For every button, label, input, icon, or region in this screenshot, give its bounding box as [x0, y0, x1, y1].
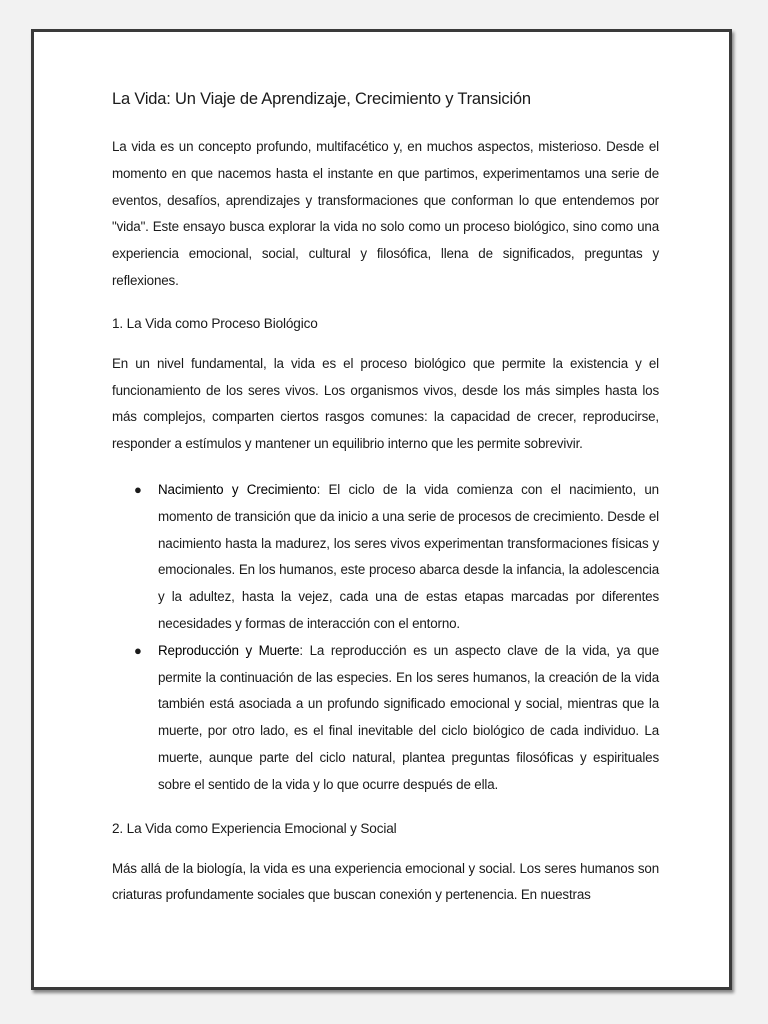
section-2-heading: 2. La Vida como Experiencia Emocional y Social: [112, 820, 397, 836]
section-1-paragraph: En un nivel fundamental, la vida es el proceso biológico que permite la existencia y el funcionamiento de los seres vivos. Los organismos vivos, desde los más simples hasta los más complejos, comparten ciertos rasgos comunes: la capacidad de crecer, reproducirse, responder a estímulos y mantener un equilibrio interno que les permite sobrevivir.: [112, 355, 659, 452]
section-1-heading: 1. La Vida como Proceso Biológico: [112, 315, 318, 331]
section-1-bullet-list: [112, 477, 659, 799]
section-2-paragraph: Más allá de la biología, la vida es una experiencia emocional y social. Los seres humanos son criaturas profundamente sociales que buscan conexión y pertenencia. En nuestras: [112, 860, 659, 903]
document-page: [31, 29, 732, 990]
list-item: [112, 477, 659, 638]
intro-paragraph: La vida es un concepto profundo, multifacético y, en muchos aspectos, misterioso. Desde el momento en que nacemos hasta el instante en que partimos, experimentamos una serie de eventos, desafíos, aprendizajes y transformaciones que conforman lo que entendemos por "vida". Este ensayo busca explorar la vida no solo como un proceso biológico, sino como una experiencia emocional, social, cultural y filosófica, llena de significados, preguntas y reflexiones.: [112, 139, 659, 288]
bullet-text: : El ciclo de la vida comienza con el nacimiento, un momento de transición que da inicio a una serie de procesos de crecimiento. Desde el nacimiento hasta la madurez, los seres vivos experimentan transformaciones físicas y emocionales. En los humanos, este proceso abarca desde la infancia, la adolescencia y la adultez, hasta la vejez, cada una de estas etapas marcadas por diferentes necesidades y formas de interacción con el entorno.: [158, 481, 659, 631]
bullet-text: : La reproducción es un aspecto clave de la vida, ya que permite la continuación de las especies. En los seres humanos, la creación de la vida también está asociada a un profundo significado emocional y social, mientras que la muerte, por otro lado, es el final inevitable del ciclo biológico de cada individuo. La muerte, aunque parte del ciclo natural, plantea preguntas filosóficas y espirituales sobre el sentido de la vida y lo que ocurre después de ella.: [158, 642, 659, 792]
bullet-term: Reproducción y Muerte: [158, 642, 300, 658]
bullet-icon: ●: [134, 481, 142, 497]
document-title: La Vida: Un Viaje de Aprendizaje, Crecimiento y Transición: [112, 90, 531, 108]
list-item: [112, 638, 659, 799]
bullet-term: Nacimiento y Crecimiento: [158, 481, 317, 497]
document-content: [112, 89, 659, 928]
bullet-icon: ●: [134, 642, 142, 658]
